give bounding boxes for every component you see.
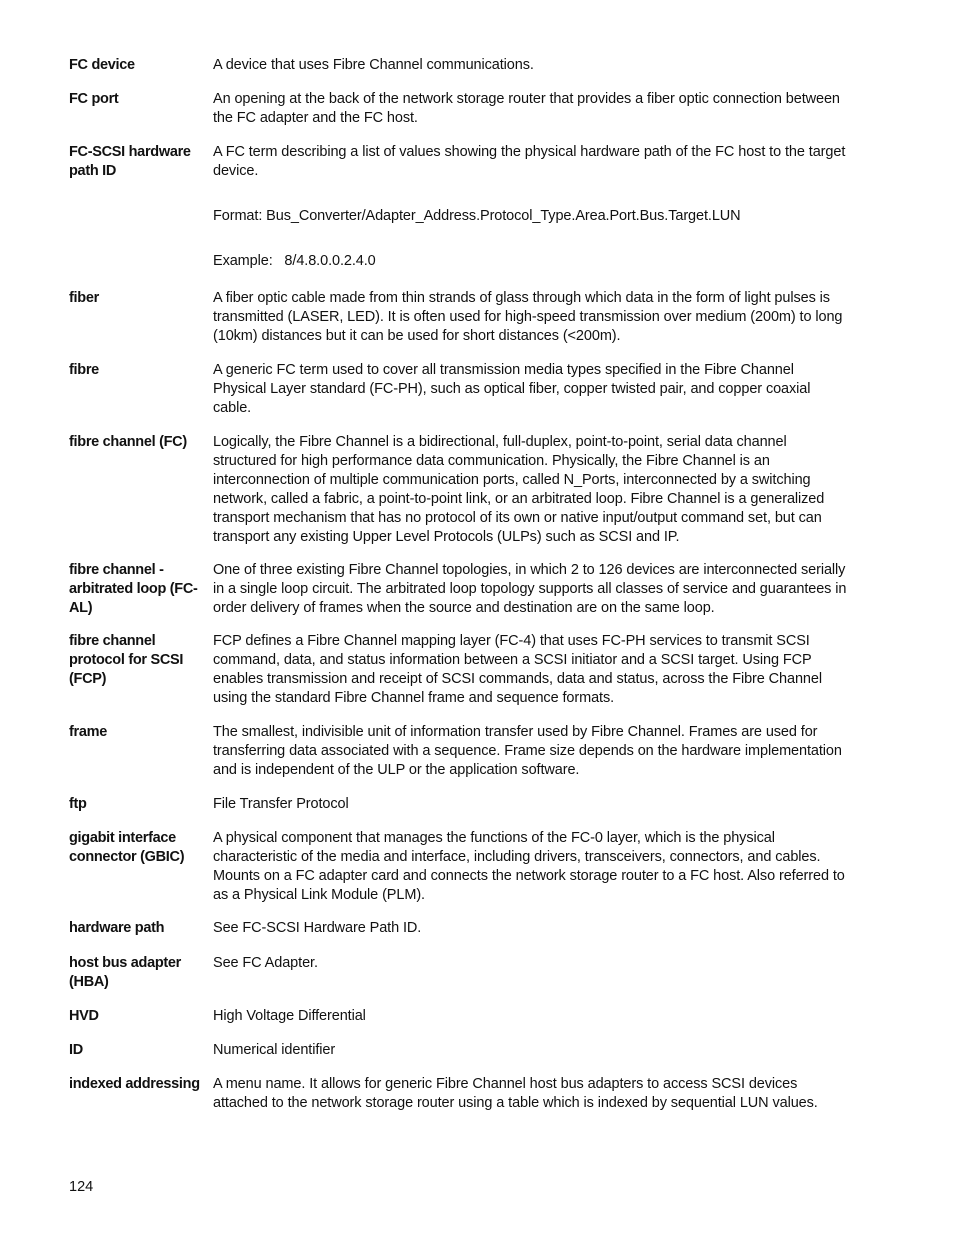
glossary-term: fiber bbox=[69, 290, 99, 306]
glossary-term: fibre bbox=[69, 362, 99, 378]
glossary-definition: A menu name. It allows for generic Fibre Channel host bus adapters to access SCSI devices attached to the network storage router using a table which is indexed by sequential LUN values. bbox=[213, 1076, 818, 1111]
glossary-definition: A fiber optic cable made from thin strands of glass through which data in the form of light pulses is transmitted (LASER, LED). It is often used for high-speed transmission over medium (200m) to long (10km) distances but it can be used for short distances (<200m). bbox=[213, 290, 843, 344]
glossary-term: FC device bbox=[69, 57, 135, 73]
glossary-term: fibre channel (FC) bbox=[69, 434, 187, 450]
example-line: Example: 8/4.8.0.0.2.4.0 bbox=[213, 253, 376, 269]
glossary-definition: A device that uses Fibre Channel communications. bbox=[213, 57, 534, 73]
glossary-definition: The smallest, indivisible unit of information transfer used by Fibre Channel. Frames are used for transferring data associated with a sequence. Frame size depends on the hardware implementation and is independent of the ULP or the application software. bbox=[213, 724, 842, 778]
glossary-term: frame bbox=[69, 724, 107, 740]
glossary-definition: File Transfer Protocol bbox=[213, 796, 349, 812]
glossary-definition: High Voltage Differential bbox=[213, 1008, 366, 1024]
glossary-definition: Logically, the Fibre Channel is a bidirectional, full-duplex, point-to-point, serial data channel structured for high performance data communication. Physically, the Fibre Channel is an interconnection of multiple communication ports, called N_Ports, interconnected by a switching network, called a fabric, a point-to-point link, or an arbitrated loop. Fibre Channel is a generalized transport mechanism that has no protocol of its own or native input/output command set, but can transport any existing Upper Level Protocols (ULPs) such as SCSI and IP. bbox=[213, 434, 825, 545]
glossary-term: hardware path bbox=[69, 920, 165, 936]
glossary-definition: One of three existing Fibre Channel topologies, in which 2 to 126 devices are interconnected serially in a single loop circuit. The arbitrated loop topology supports all classes of service and guarantees in order delivery of frames when the source and destination are on the same loop. bbox=[213, 562, 847, 616]
glossary-term: ftp bbox=[69, 796, 87, 812]
glossary-definition: A generic FC term used to cover all transmission media types specified in the Fibre Channel Physical Layer standard (FC-PH), such as optical fiber, copper twisted pair, and copper coaxial cable. bbox=[213, 362, 811, 416]
glossary-definition: A FC term describing a list of values showing the physical hardware path of the FC host to the target device. Format: Bus_Converter/Adapter_Address.Protocol_Type.Area.Port.Bus.Target.LUN Example: 8/4.8.0.0.2.4.0 bbox=[213, 143, 849, 271]
page-number: 124 bbox=[69, 1179, 94, 1195]
glossary-term: indexed addressing bbox=[69, 1076, 200, 1092]
glossary-term: fibre channel - arbitrated loop (FC-AL) bbox=[69, 562, 198, 616]
glossary-definition: An opening at the back of the network storage router that provides a fiber optic connection between the FC adapter and the FC host. bbox=[213, 91, 840, 126]
glossary-term: HVD bbox=[69, 1008, 99, 1024]
glossary-definition: See FC-SCSI Hardware Path ID. bbox=[213, 920, 422, 936]
glossary-term: FC-SCSI hardware path ID bbox=[69, 144, 191, 179]
glossary-term: ID bbox=[69, 1042, 83, 1058]
glossary-term: gigabit interface connector (GBIC) bbox=[69, 830, 185, 865]
glossary-definition: Numerical identifier bbox=[213, 1042, 336, 1058]
glossary-term: host bus adapter (HBA) bbox=[69, 955, 182, 990]
glossary-definition: A physical component that manages the functions of the FC-0 layer, which is the physical characteristic of the media and interface, including drivers, transceivers, connectors, and cables. Mounts on a FC adapter card and connects the network storage router to a FC host. Also referred to as a Physical Link Module (PLM). bbox=[213, 830, 845, 903]
glossary-definition: See FC Adapter. bbox=[213, 955, 318, 971]
glossary-term: fibre channel protocol for SCSI (FCP) bbox=[69, 633, 184, 687]
glossary-definition: FCP defines a Fibre Channel mapping layer (FC-4) that uses FC-PH services to transmit SCSI command, data, and status information between a SCSI initiator and a SCSI target. Using FCP enables transmission and receipt of SCSI commands, data and status, across the Fibre Channel using the standard Fibre Channel frame and sequence formats. bbox=[213, 633, 822, 706]
glossary-term: FC port bbox=[69, 91, 119, 107]
format-line: Format: Bus_Converter/Adapter_Address.Protocol_Type.Area.Port.Bus.Target.LUN bbox=[213, 208, 741, 224]
